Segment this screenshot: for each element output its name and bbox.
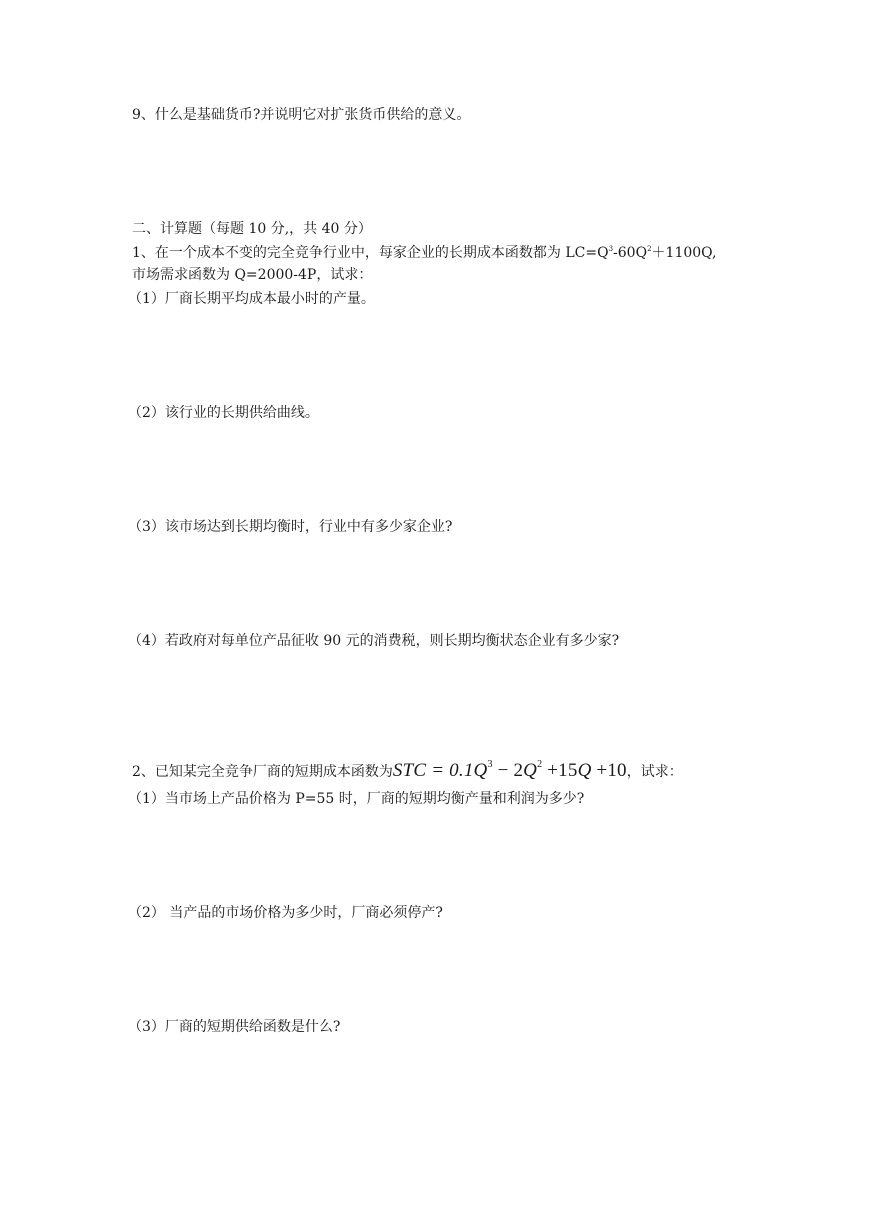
problem-1-intro-text: ＋1100Q,: [651, 245, 717, 261]
question-9: 9、什么是基础货币?并说明它对扩张货币供给的意义。: [132, 107, 471, 123]
problem-1-part-2: （2）该行业的长期供给曲线。: [128, 405, 319, 421]
problem-2-part-1: （1）当市场上产品价格为 P=55 时，厂商的短期均衡产量和利润为多少?: [128, 791, 585, 807]
formula-q: Q: [523, 760, 538, 781]
formula-term: − 2: [492, 760, 524, 781]
problem-2-part-2: （2） 当产品的市场价格为多少时，厂商必须停产?: [128, 905, 443, 921]
problem-1-intro-text: -60Q: [613, 245, 648, 261]
formula-exponent: 2: [537, 759, 543, 770]
problem-2-intro: [132, 757, 683, 785]
problem-1-intro: [132, 244, 716, 262]
section-heading: 二、计算题（每题 10 分,，共 40 分）: [132, 221, 372, 237]
problem-1-intro-text: 1、在一个成本不变的完全竞争行业中，每家企业的长期成本函数都为 LC=Q: [132, 245, 609, 261]
exponent: 3: [608, 245, 614, 253]
problem-2-intro-text: ，试求：: [626, 764, 683, 780]
formula-term: +15: [542, 760, 578, 781]
problem-1-part-1: （1）厂商长期平均成本最小时的产量。: [128, 291, 375, 307]
problem-1-demand: 市场需求函数为 Q=2000-4P，试求：: [132, 267, 373, 283]
exponent: 2: [647, 245, 652, 253]
cost-function-formula: [393, 760, 627, 781]
formula-q: Q: [473, 760, 488, 781]
problem-2-intro-text: 2、已知某完全竞争厂商的短期成本函数为: [132, 764, 393, 780]
formula-q: Q: [577, 760, 592, 781]
formula-exponent: 3: [487, 759, 493, 770]
formula-lhs: STC = 0.1: [392, 760, 474, 781]
problem-1-part-3: （3）该市场达到长期均衡时，行业中有多少家企业?: [128, 519, 453, 535]
problem-2-part-3: （3）厂商的短期供给函数是什么?: [128, 1019, 341, 1035]
problem-1-part-4: （4）若政府对每单位产品征收 90 元的消费税，则长期均衡状态企业有多少家?: [128, 633, 620, 649]
formula-term: +10: [591, 760, 627, 781]
